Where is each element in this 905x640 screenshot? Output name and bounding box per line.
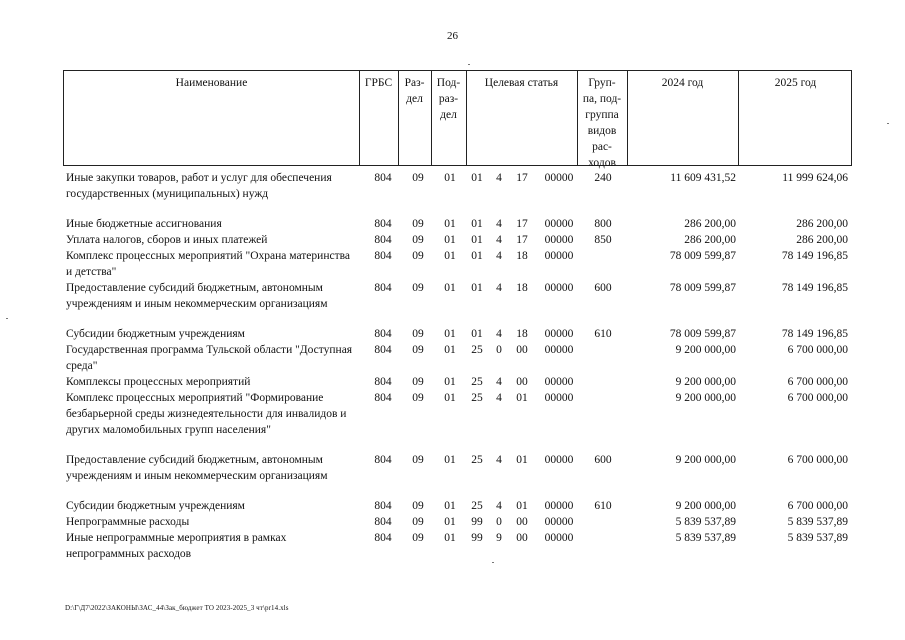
cell-t2: 0: [496, 516, 502, 528]
scan-speck: [468, 64, 470, 65]
page-number: 26: [447, 30, 458, 42]
cell-t4: 00000: [544, 516, 574, 528]
cell-t2: 4: [496, 218, 502, 230]
cell-v2025: 6 700 000,00: [787, 344, 848, 356]
cell-t4: 00000: [544, 250, 574, 262]
cell-t1: 01: [471, 328, 483, 340]
cell-t1: 25: [471, 454, 483, 466]
table-header: [63, 70, 852, 169]
cell-v2025: 5 839 537,89: [787, 532, 848, 544]
cell-t2: 4: [496, 454, 502, 466]
cell-t2: 9: [496, 532, 502, 544]
row-name: Комплекс процессных мероприятий "Формирование безбарьерной среды жизнедеятельности для инвалидов и других маломобильных групп населения": [66, 392, 347, 436]
cell-v2025: 78 149 196,85: [781, 328, 848, 340]
cell-t2: 4: [496, 250, 502, 262]
cell-t3: 18: [516, 282, 528, 294]
cell-v2024: 9 200 000,00: [675, 392, 736, 404]
cell-pr: 01: [444, 172, 456, 184]
cell-rz: 09: [412, 172, 424, 184]
cell-pr: 01: [444, 250, 456, 262]
cell-v2024: 9 200 000,00: [675, 376, 736, 388]
cell-v2024: 78 009 599,87: [669, 282, 736, 294]
cell-v2025: 11 999 624,06: [782, 172, 848, 184]
cell-t4: 00000: [544, 454, 574, 466]
cell-t3: 18: [516, 250, 528, 262]
header-grbs: ГРБС: [364, 77, 393, 89]
cell-rz: 09: [412, 376, 424, 388]
cell-t2: 4: [496, 500, 502, 512]
row-name: Комплекс процессных мероприятий "Охрана материнства и детства": [66, 250, 350, 278]
cell-t4: 00000: [544, 344, 574, 356]
cell-t3: 00: [516, 516, 528, 528]
cell-v2025: 6 700 000,00: [787, 454, 848, 466]
cell-t4: 00000: [544, 376, 574, 388]
cell-pr: 01: [444, 376, 456, 388]
cell-t2: 4: [496, 376, 502, 388]
cell-pr: 01: [444, 454, 456, 466]
cell-t2: 4: [496, 392, 502, 404]
cell-grbs: 804: [374, 344, 392, 356]
cell-v2024: 9 200 000,00: [675, 344, 736, 356]
cell-pr: 01: [444, 532, 456, 544]
row-name: Субсидии бюджетным учреждениям: [66, 328, 245, 340]
cell-v2024: 78 009 599,87: [669, 250, 736, 262]
cell-pr: 01: [444, 282, 456, 294]
cell-t3: 01: [516, 500, 528, 512]
cell-vr: 600: [594, 282, 612, 294]
cell-grbs: 804: [374, 392, 392, 404]
cell-v2025: 6 700 000,00: [787, 500, 848, 512]
cell-rz: 09: [412, 392, 424, 404]
footer-file-path: D:\Г\Д7\2022\ЗАКОНЫ\ЗАС_44\Зак_бюджет ТО 2023-2025_3 чт\pr14.xls: [65, 604, 289, 612]
cell-rz: 09: [412, 344, 424, 356]
cell-grbs: 804: [374, 250, 392, 262]
cell-v2024: 11 609 431,52: [670, 172, 736, 184]
cell-grbs: 804: [374, 376, 392, 388]
cell-t4: 00000: [544, 218, 574, 230]
cell-t3: 00: [516, 344, 528, 356]
cell-pr: 01: [444, 344, 456, 356]
cell-grbs: 804: [374, 282, 392, 294]
cell-t3: 17: [516, 172, 528, 184]
cell-vr: 240: [594, 172, 612, 184]
cell-t4: 00000: [544, 172, 574, 184]
cell-rz: 09: [412, 500, 424, 512]
cell-v2025: 286 200,00: [796, 218, 848, 230]
cell-grbs: 804: [374, 328, 392, 340]
cell-v2025: 78 149 196,85: [781, 282, 848, 294]
cell-t3: 00: [516, 532, 528, 544]
cell-rz: 09: [412, 250, 424, 262]
cell-v2024: 78 009 599,87: [669, 328, 736, 340]
row-name: Субсидии бюджетным учреждениям: [66, 500, 245, 512]
cell-t1: 25: [471, 344, 483, 356]
cell-pr: 01: [444, 328, 456, 340]
cell-t4: 00000: [544, 532, 574, 544]
row-name: Предоставление субсидий бюджетным, автономным учреждениям и иным некоммерческим организациям: [66, 282, 328, 310]
cell-grbs: 804: [374, 516, 392, 528]
cell-t1: 25: [471, 392, 483, 404]
cell-t1: 01: [471, 218, 483, 230]
header-2024: 2024 год: [661, 77, 704, 89]
cell-t4: 00000: [544, 500, 574, 512]
row-name: Иные закупки товаров, работ и услуг для обеспечения государственных (муниципальных) нужд: [66, 172, 332, 200]
row-name: Государственная программа Тульской области "Доступная среда": [66, 344, 353, 372]
cell-t3: 17: [516, 218, 528, 230]
cell-t2: 4: [496, 172, 502, 184]
cell-t2: 4: [496, 282, 502, 294]
cell-t2: 4: [496, 234, 502, 246]
header-podrazdel: Под- раз- дел: [436, 77, 461, 121]
cell-rz: 09: [412, 516, 424, 528]
row-name: Непрограммные расходы: [66, 516, 190, 528]
cell-rz: 09: [412, 218, 424, 230]
row-name: Комплексы процессных мероприятий: [66, 376, 251, 388]
cell-v2024: 9 200 000,00: [675, 454, 736, 466]
cell-t4: 00000: [544, 282, 574, 294]
cell-pr: 01: [444, 392, 456, 404]
cell-t1: 99: [471, 532, 483, 544]
scan-speck: [6, 318, 8, 319]
cell-t4: 00000: [544, 392, 574, 404]
cell-pr: 01: [444, 218, 456, 230]
header-razdel: Раз- дел: [404, 77, 425, 105]
cell-t4: 00000: [544, 234, 574, 246]
scan-speck: [887, 123, 889, 124]
cell-grbs: 804: [374, 172, 392, 184]
cell-t1: 01: [471, 172, 483, 184]
cell-t2: 4: [496, 328, 502, 340]
cell-v2024: 9 200 000,00: [675, 500, 736, 512]
cell-t1: 99: [471, 516, 483, 528]
cell-pr: 01: [444, 234, 456, 246]
row-name: Иные непрограммные мероприятия в рамках непрограммных расходов: [66, 532, 287, 560]
cell-t1: 25: [471, 376, 483, 388]
cell-t3: 01: [516, 392, 528, 404]
cell-vr: 600: [594, 454, 612, 466]
cell-t1: 01: [471, 282, 483, 294]
cell-grbs: 804: [374, 532, 392, 544]
cell-t3: 18: [516, 328, 528, 340]
cell-pr: 01: [444, 500, 456, 512]
cell-vr: 850: [594, 234, 612, 246]
cell-vr: 610: [594, 328, 612, 340]
cell-t2: 0: [496, 344, 502, 356]
header-target: Целевая статья: [484, 77, 559, 89]
cell-v2024: 5 839 537,89: [675, 516, 736, 528]
row-name: Иные бюджетные ассигнования: [66, 218, 222, 230]
header-vid: Груп- па, под- группа видов рас- ходов: [582, 77, 622, 169]
header-name: Наименование: [175, 77, 248, 89]
cell-t3: 00: [516, 376, 528, 388]
cell-vr: 800: [594, 218, 612, 230]
cell-t3: 01: [516, 454, 528, 466]
cell-rz: 09: [412, 532, 424, 544]
cell-v2024: 286 200,00: [684, 234, 736, 246]
cell-grbs: 804: [374, 234, 392, 246]
cell-t1: 01: [471, 250, 483, 262]
row-name: Уплата налогов, сборов и иных платежей: [66, 234, 268, 246]
cell-grbs: 804: [374, 218, 392, 230]
cell-grbs: 804: [374, 500, 392, 512]
cell-rz: 09: [412, 282, 424, 294]
cell-t1: 25: [471, 500, 483, 512]
scan-speck: [492, 562, 494, 563]
cell-v2024: 5 839 537,89: [675, 532, 736, 544]
cell-grbs: 804: [374, 454, 392, 466]
cell-v2025: 6 700 000,00: [787, 376, 848, 388]
cell-v2025: 286 200,00: [796, 234, 848, 246]
cell-v2025: 5 839 537,89: [787, 516, 848, 528]
cell-rz: 09: [412, 234, 424, 246]
cell-v2024: 286 200,00: [684, 218, 736, 230]
cell-t1: 01: [471, 234, 483, 246]
cell-t3: 17: [516, 234, 528, 246]
row-name: Предоставление субсидий бюджетным, автономным учреждениям и иным некоммерческим организациям: [66, 454, 328, 482]
header-2025: 2025 год: [774, 77, 817, 89]
cell-rz: 09: [412, 328, 424, 340]
cell-v2025: 78 149 196,85: [781, 250, 848, 262]
cell-rz: 09: [412, 454, 424, 466]
cell-pr: 01: [444, 516, 456, 528]
cell-vr: 610: [594, 500, 612, 512]
cell-t4: 00000: [544, 328, 574, 340]
cell-v2025: 6 700 000,00: [787, 392, 848, 404]
